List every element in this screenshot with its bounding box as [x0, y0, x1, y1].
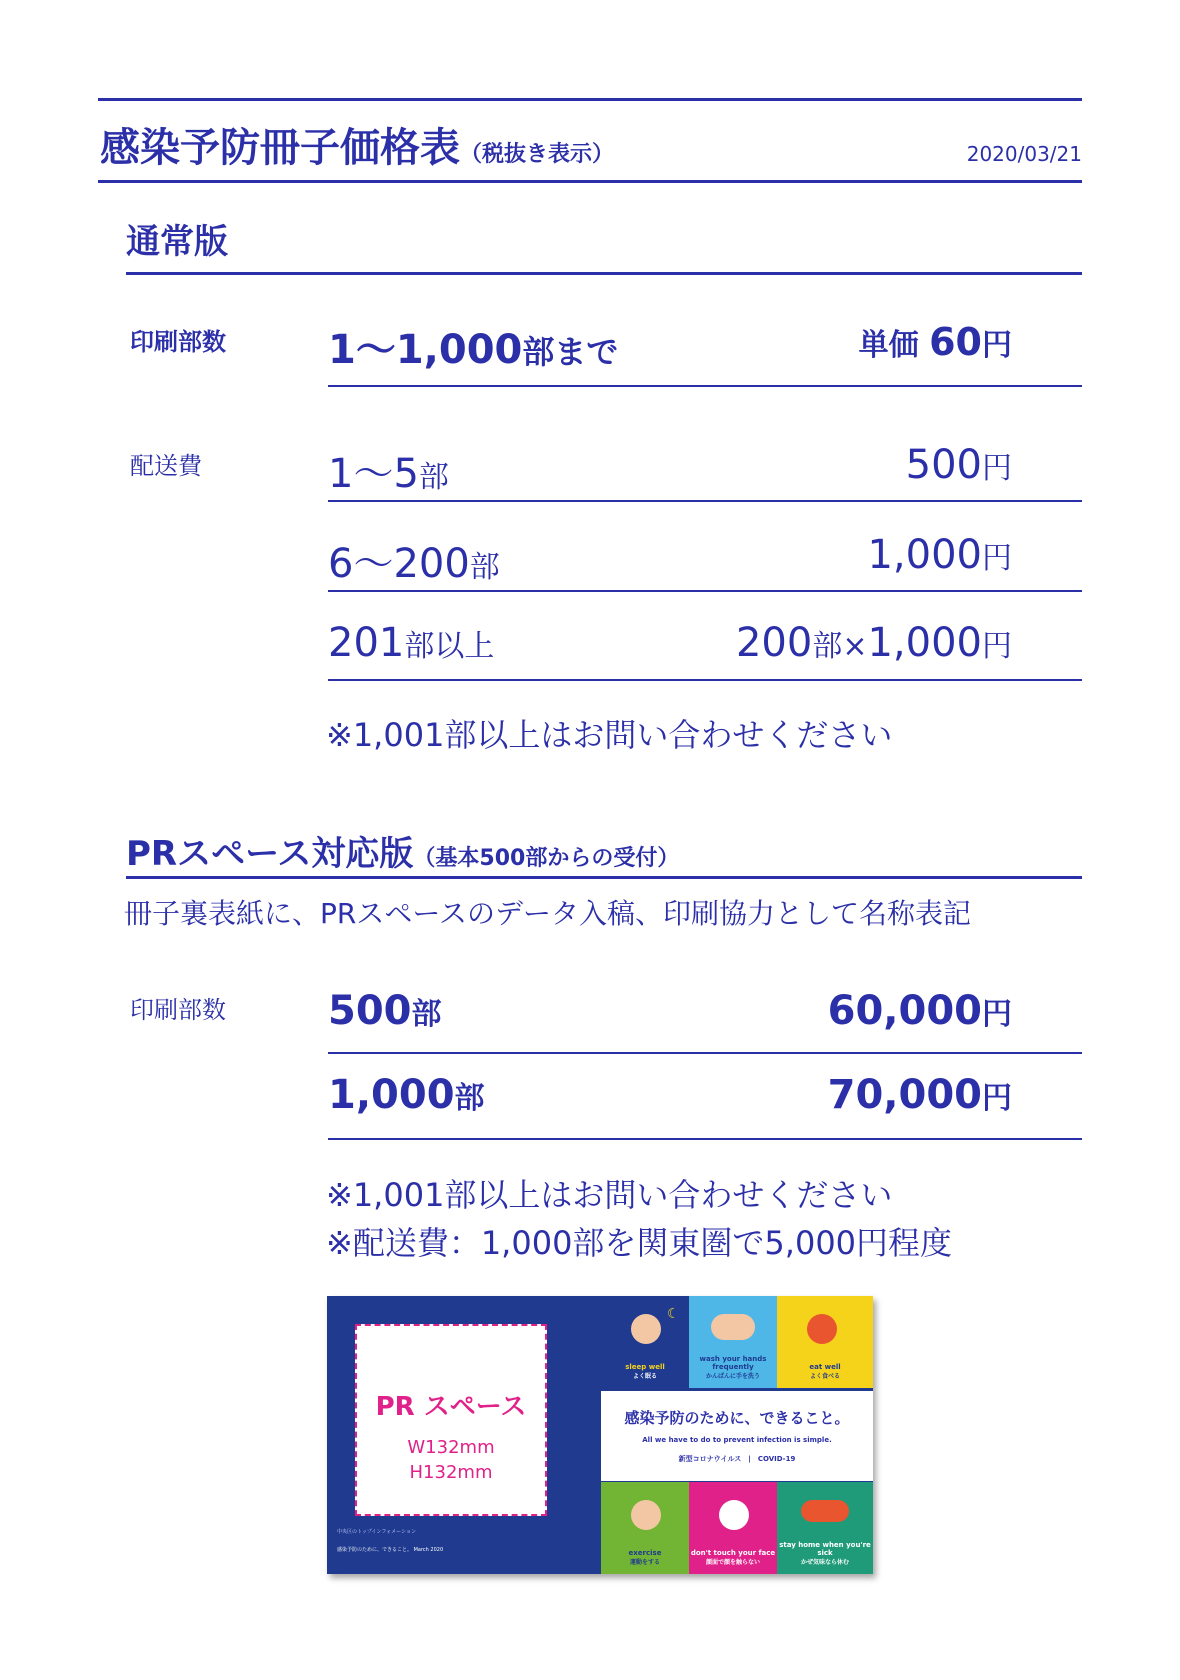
eating-face-icon: [807, 1314, 837, 1344]
shipping-label: 配送費: [130, 452, 202, 480]
panel-tag-1: 新型コロナウイルス: [678, 1455, 742, 1463]
tile-eat-en: eat well: [809, 1363, 841, 1371]
pr-qty-unit: 部: [454, 1081, 485, 1116]
tile-exercise: [601, 1482, 689, 1574]
pr-price-value: 70,000: [827, 1072, 982, 1118]
tile-exercise-caption: [601, 1549, 689, 1566]
shipping-row-3-rule: [328, 679, 1082, 681]
shipping-qty-unit: 部: [418, 460, 449, 495]
pr-heading-note: （基本500部からの受付）: [413, 846, 680, 871]
tile-sleep-ja: よく眠る: [632, 1373, 657, 1380]
pr-qty-value: 500: [328, 988, 412, 1034]
tile-wash-ja: かんぱんに手を洗う: [705, 1373, 760, 1380]
shipping-qty-unit: 部: [469, 550, 500, 585]
resting-figure-icon: [801, 1500, 849, 1522]
pr-row-2-rule: [328, 1138, 1082, 1140]
print-count-label: 印刷部数: [130, 328, 226, 356]
tile-wash-caption: [689, 1355, 777, 1380]
pr-note-2: ※配送費：1,000部を関東圏で5,000円程度: [326, 1224, 953, 1262]
shipping-price-a-unit: 部×: [812, 629, 868, 664]
shipping-row-1-price: [906, 442, 1012, 488]
standard-heading-rule: [126, 272, 1082, 275]
shipping-qty-value: 201: [328, 620, 405, 666]
tile-face: [689, 1482, 777, 1574]
pr-price-unit: 円: [982, 997, 1012, 1032]
shipping-row-3-price: [736, 620, 1012, 666]
panel-tag-2: COVID-19: [757, 1455, 796, 1463]
tile-home-caption: [777, 1541, 873, 1566]
pr-description: 冊子裏表紙に、PRスペースのデータ入稿、印刷協力として名称表記: [124, 897, 971, 930]
tile-exercise-en: exercise: [628, 1549, 662, 1557]
standard-note: ※1,001部以上はお問い合わせください: [326, 716, 893, 754]
pr-space-height: H132mm: [409, 1462, 493, 1483]
shipping-row-2-price: [867, 532, 1012, 578]
tile-wash: [689, 1296, 777, 1388]
panel-tags: 新型コロナウイルス | COVID-19: [678, 1455, 796, 1463]
tile-eat-ja: よく食べる: [809, 1373, 840, 1380]
shipping-price-value: 1,000: [867, 620, 982, 666]
print-range-value: 1〜1,000: [328, 327, 523, 373]
unit-price-yen: 円: [982, 328, 1012, 363]
tile-home-en: stay home when you're sick: [779, 1541, 871, 1557]
shipping-qty-value: 6〜200: [328, 541, 470, 587]
booklet-mockup: [327, 1296, 873, 1574]
pr-price-value: 60,000: [827, 988, 982, 1034]
shipping-price-unit: 円: [982, 541, 1012, 576]
booklet-small-text: 中央区のトップインフォメーション: [337, 1529, 416, 1535]
hands-icon: [711, 1314, 755, 1340]
header-top-rule: [98, 98, 1082, 101]
shipping-price-value: 500: [905, 442, 982, 488]
tile-wash-en: wash your hands frequently: [699, 1355, 767, 1371]
shipping-row-1-rule: [328, 500, 1082, 502]
pr-row-1-rule: [328, 1052, 1082, 1054]
unit-price-value: 60: [929, 320, 982, 364]
page-title-note: （税抜き表示）: [460, 142, 615, 167]
shipping-price-unit: 円: [982, 629, 1012, 664]
page-title: [100, 116, 614, 173]
pr-row-2-price: [828, 1072, 1012, 1118]
shipping-row-3-qty: [328, 620, 494, 666]
pr-space-width: W132mm: [407, 1437, 495, 1458]
panel-subtitle: All we have to do to prevent infection is simple.: [642, 1436, 832, 1444]
pr-heading-text: PRスペース対応版: [126, 834, 414, 874]
shipping-row-2-rule: [328, 590, 1082, 592]
exercise-figure-icon: [631, 1500, 661, 1530]
shipping-price-a-value: 200: [735, 620, 813, 666]
tile-eat-caption: [777, 1363, 873, 1380]
print-row-rule: [328, 385, 1082, 387]
tile-sleep-en: sleep well: [625, 1363, 665, 1371]
moon-icon: ☾: [667, 1306, 680, 1322]
section-heading-pr: [126, 826, 679, 875]
panel-title: 感染予防のために、できること。: [624, 1409, 850, 1427]
pr-price-unit: 円: [982, 1081, 1012, 1116]
print-range-unit: 部まで: [522, 333, 619, 371]
print-range: [328, 318, 618, 375]
pr-row-1-qty: [328, 988, 442, 1034]
sleeping-face-icon: [631, 1314, 661, 1344]
pr-row-1-price: [828, 988, 1012, 1034]
booklet-footer-credit: 感染予防のために、できること。 March 2020: [337, 1547, 444, 1553]
tile-sleep: [601, 1296, 689, 1388]
page-date: 2020/03/21: [966, 142, 1082, 166]
pr-note-1: ※1,001部以上はお問い合わせください: [326, 1176, 893, 1214]
page-title-text: 感染予防冊子価格表: [100, 125, 460, 171]
shipping-row-1-qty: [328, 442, 449, 499]
pr-space-title: PR スペース: [375, 1392, 527, 1422]
tile-home-ja: かぜ気味なら休む: [800, 1559, 849, 1566]
pr-space-box: [355, 1324, 547, 1516]
header-bottom-rule: [98, 180, 1082, 183]
pr-row-2-qty: [328, 1072, 485, 1118]
unit-price-label: 単価: [858, 328, 930, 363]
tile-home: [777, 1482, 873, 1574]
pr-print-count-label: 印刷部数: [130, 996, 226, 1024]
shipping-row-2-qty: [328, 532, 500, 589]
shipping-qty-unit: 部以上: [404, 629, 495, 664]
tile-eat: [777, 1296, 873, 1388]
shipping-price-unit: 円: [982, 451, 1012, 486]
tile-exercise-ja: 運動をする: [629, 1559, 660, 1566]
pr-qty-unit: 部: [411, 997, 442, 1032]
tile-sleep-caption: [601, 1363, 689, 1380]
booklet-title-panel: [601, 1391, 873, 1481]
tile-face-ja: 顔面で顔を触らない: [705, 1559, 760, 1566]
section-heading-standard: 通常版: [126, 222, 228, 262]
shipping-qty-value: 1〜5: [328, 451, 419, 497]
pr-heading-rule: [126, 876, 1082, 879]
shipping-price-value: 1,000: [867, 532, 982, 578]
face-touch-icon: [719, 1500, 749, 1530]
tile-face-caption: [689, 1549, 777, 1566]
tile-face-en: don't touch your face: [690, 1549, 776, 1557]
pr-qty-value: 1,000: [328, 1072, 455, 1118]
unit-price: [859, 320, 1012, 364]
